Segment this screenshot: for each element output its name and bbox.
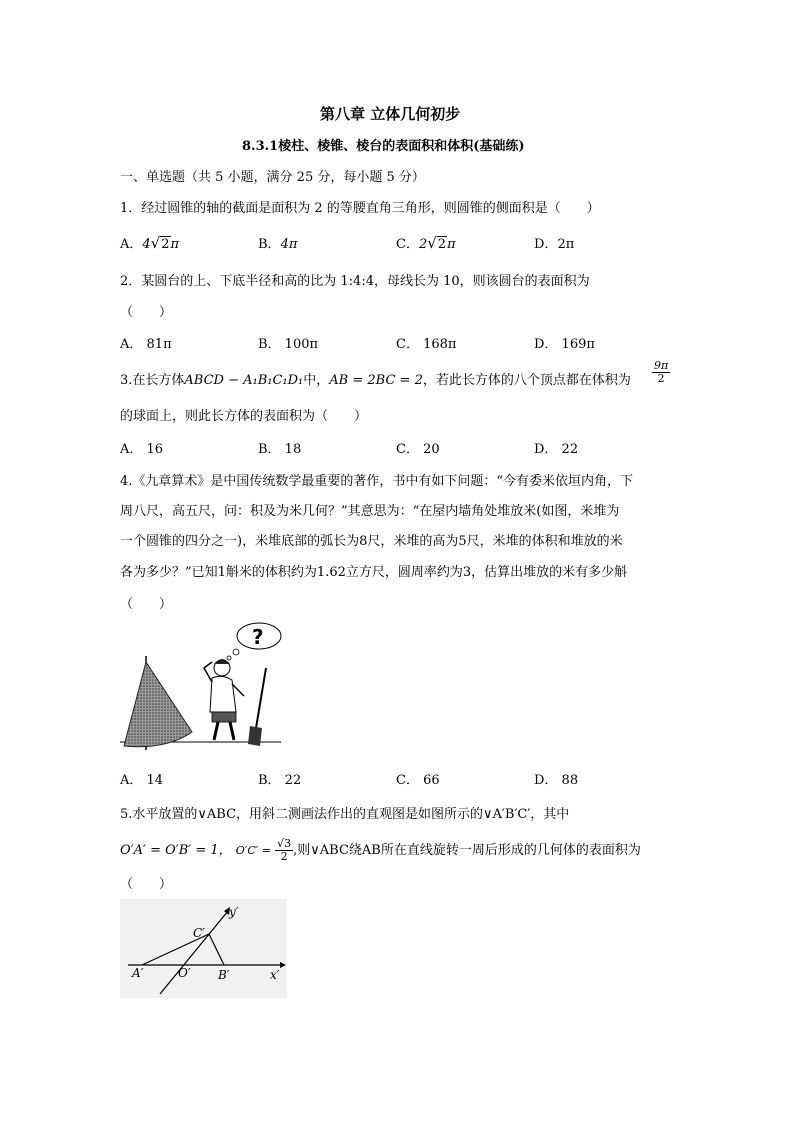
q1-option-a: A．4√2π <box>120 234 180 252</box>
q3-option-a: A． 16 <box>120 442 164 457</box>
q4-option-a: A． 14 <box>120 773 164 788</box>
q3-option-c: C． 20 <box>396 442 440 457</box>
q1-option-c: C．2√2π <box>396 234 456 252</box>
q1-stem: 1．经过圆锥的轴的截面是面积为 2 的等腰直角三角形，则圆锥的侧面积是（ ） <box>120 201 600 216</box>
q4-option-d: D． 88 <box>534 773 579 788</box>
section-title: 8.3.1棱柱、棱锥、棱台的表面积和体积(基础练) <box>242 139 525 154</box>
q4-option-b: B． 22 <box>258 773 302 788</box>
question-mark-icon: ? <box>252 625 264 649</box>
q4-line3: 一个圆锥的四分之一)，米堆底部的弧长为8尺，米堆的高为5尺，米堆的体积和堆放的米 <box>120 534 623 549</box>
q4-option-c: C． 66 <box>396 773 440 788</box>
point-o-label: O′ <box>178 966 191 980</box>
point-c-label: C′ <box>193 926 205 940</box>
q1-option-b: B．4π <box>258 237 298 252</box>
y-axis-label: y′ <box>229 905 239 919</box>
q5-line1: 5.水平放置的∨ABC，用斜二测画法作出的直观图是如图所示的∨A′B′C′，其中 <box>120 807 570 822</box>
q4-line2: 周八尺，高五尺，问：积及为米几何？”其意思为：“在屋内墙角处堆放米(如图，米堆为 <box>120 504 620 519</box>
point-a-label: A′ <box>132 966 144 980</box>
q3-option-d: D． 22 <box>534 442 579 457</box>
x-axis-label: x′ <box>270 968 280 982</box>
q4-line1: 4.《九章算术》是中国传统数学最重要的著作，书中有如下问题：“今有委米依垣内角，下 <box>120 474 634 489</box>
q2-option-c: C． 168π <box>396 337 457 352</box>
q1-option-d: D．2π <box>534 237 575 252</box>
q3-line2: 的球面上，则此长方体的表面积为（ ） <box>120 409 368 424</box>
point-b-label: B′ <box>218 968 230 982</box>
q3-option-b: B． 18 <box>258 442 302 457</box>
part-heading: 一、单选题（共 5 小题，满分 25 分，每小题 5 分） <box>120 170 425 185</box>
q2-option-a: A． 81π <box>120 337 172 352</box>
rice-pile-illustration <box>116 616 286 756</box>
q2-paren: （ ） <box>120 305 173 320</box>
q5-line2: O′A′ = O′B′ = 1， O′C′ = $\frac{√3}{2}$ ,则∨ABC绕AB所在直线旋转一周后形成的几何体的表面积为 <box>120 837 641 864</box>
q4-line4: 各为多少？”已知1斛米的体积约为1.62立方尺，圆周率约为3，估算出堆放的米有多少斛 <box>120 565 628 580</box>
q4-paren: （ ） <box>120 597 173 612</box>
chapter-title: 第八章 立体几何初步 <box>320 105 461 123</box>
q2-option-b: B． 100π <box>258 337 319 352</box>
q3-volume-fraction: $\frac{9\pi}{2}$ <box>654 359 669 386</box>
q3-stem: 3.在长方体ABCD − A₁B₁C₁D₁中，AB = 2BC = 2，若此长方体的八个顶点都在体积为 <box>120 373 631 388</box>
q2-stem: 2．某圆台的上、下底半径和高的比为 1:4:4，母线长为 10，则该圆台的表面积为 <box>120 274 590 289</box>
oblique-projection-figure <box>120 899 287 998</box>
q5-paren: （ ） <box>120 877 173 892</box>
q2-option-d: D． 169π <box>534 337 595 352</box>
